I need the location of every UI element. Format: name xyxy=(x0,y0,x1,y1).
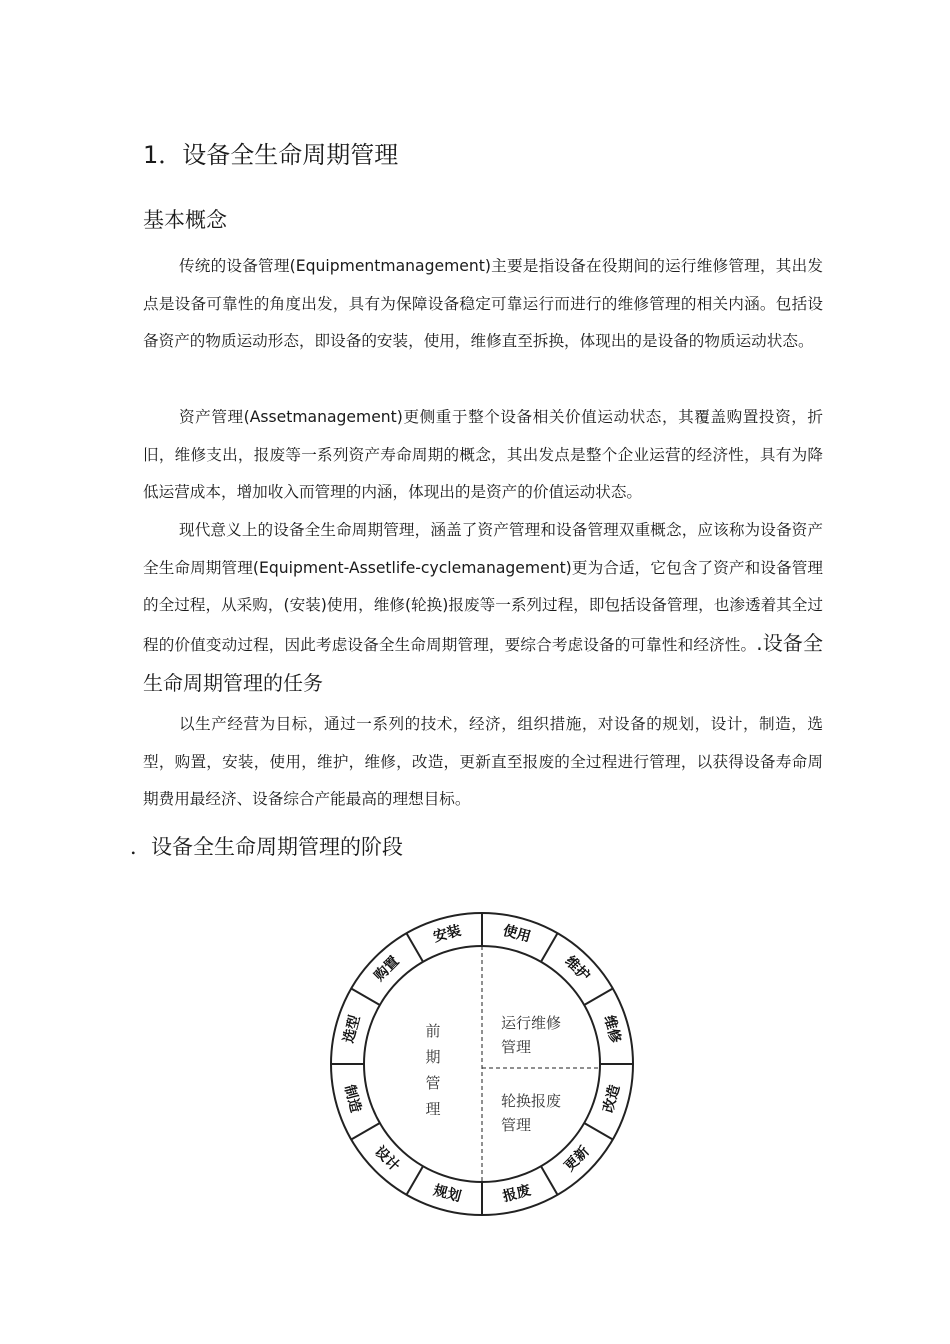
ring-label: 使用 xyxy=(501,922,533,946)
paragraph-traditional-management: 传统的设备管理(Equipmentmanagement)主要是指设备在役期间的运行维修管理，其出发点是设备可靠性的角度出发，具有为保障设备稳定可靠运行而进行的维修管理的相关内涵。包括设备资产的物质运动形态，即设备的安装，使用，维修直至拆换，体现出的是设备的物质运动状态。 xyxy=(143,257,823,351)
ring-divider xyxy=(541,933,558,962)
ring-label: 维修 xyxy=(600,1013,624,1045)
ring-label: 更新 xyxy=(561,1143,593,1175)
inner-right-top-line: 运行维修 xyxy=(501,1014,562,1032)
lifecycle-ring-svg xyxy=(328,910,636,1218)
ring-divider xyxy=(351,989,380,1006)
ring-label: 维护 xyxy=(561,953,593,985)
inner-left-char: 管 xyxy=(425,1074,441,1092)
inner-right-bottom-line: 轮换报废 xyxy=(501,1092,562,1110)
paragraph-modern-lifecycle-text: 现代意义上的设备全生命周期管理，涵盖了资产管理和设备管理双重概念，应该称为设备资产全生命周期管理(Equipment-Assetlife-cyclemanagement)更为合适，它包含了资产和设备管理的全过程，从采购，(安装)使用，维修(轮换)报废等一系列过程，即包括设备管理，也渗透着其全过程的价值变动过程，因此考虑设备全生命周期管理，要综合考虑设备的可靠性和经济性。 xyxy=(143,521,823,655)
ring-label: 设计 xyxy=(371,1143,403,1175)
paragraph-asset-management: 资产管理(Assetmanagement)更侧重于整个设备相关价值运动状态，其覆盖购置投资，折旧，维修支出，报废等一系列资产寿命周期的概念，其出发点是整个企业运营的经济性，具有为降低运营成本，增加收入而管理的内涵，体现出的是资产的价值运动状态。 xyxy=(143,408,823,502)
ring-label: 规划 xyxy=(431,1182,463,1206)
ring-label: 制造 xyxy=(340,1083,364,1115)
inner-left-char: 理 xyxy=(425,1100,441,1118)
outer-ring-circle xyxy=(331,913,633,1215)
inner-left-char: 期 xyxy=(425,1048,441,1066)
paragraph-task: 以生产经营为目标，通过一系列的技术，经济，组织措施，对设备的规划，设计，制造，选型，购置，安装，使用，维护，维修，改造，更新直至报废的全过程进行管理，以获得设备寿命周期费用最经济、设备综合产能最高的理想目标。 xyxy=(143,715,823,809)
ring-label: 选型 xyxy=(340,1013,364,1045)
ring-label: 购置 xyxy=(371,953,403,985)
section-heading-task: .设备全生命周期管理的任务 xyxy=(143,631,823,695)
inner-right-top-line: 管理 xyxy=(501,1038,532,1056)
ring-divider xyxy=(407,933,424,962)
section-heading-stage: ．设备全生命周期管理的阶段 xyxy=(130,835,403,859)
ring-divider xyxy=(407,1166,424,1195)
ring-label: 报废 xyxy=(501,1182,533,1206)
inner-right-bottom-line: 管理 xyxy=(501,1116,532,1134)
main-heading: 1．设备全生命周期管理 xyxy=(143,141,399,169)
section-heading-concept: 基本概念 xyxy=(143,208,227,232)
lifecycle-diagram xyxy=(328,910,636,1218)
ring-label: 安装 xyxy=(431,922,463,946)
ring-divider xyxy=(541,1166,558,1195)
ring-divider xyxy=(584,989,613,1006)
ring-divider xyxy=(351,1123,380,1140)
paragraph-modern-lifecycle xyxy=(143,512,823,705)
ring-divider xyxy=(584,1123,613,1140)
inner-left-char: 前 xyxy=(425,1022,441,1040)
ring-label: 改造 xyxy=(600,1083,624,1115)
